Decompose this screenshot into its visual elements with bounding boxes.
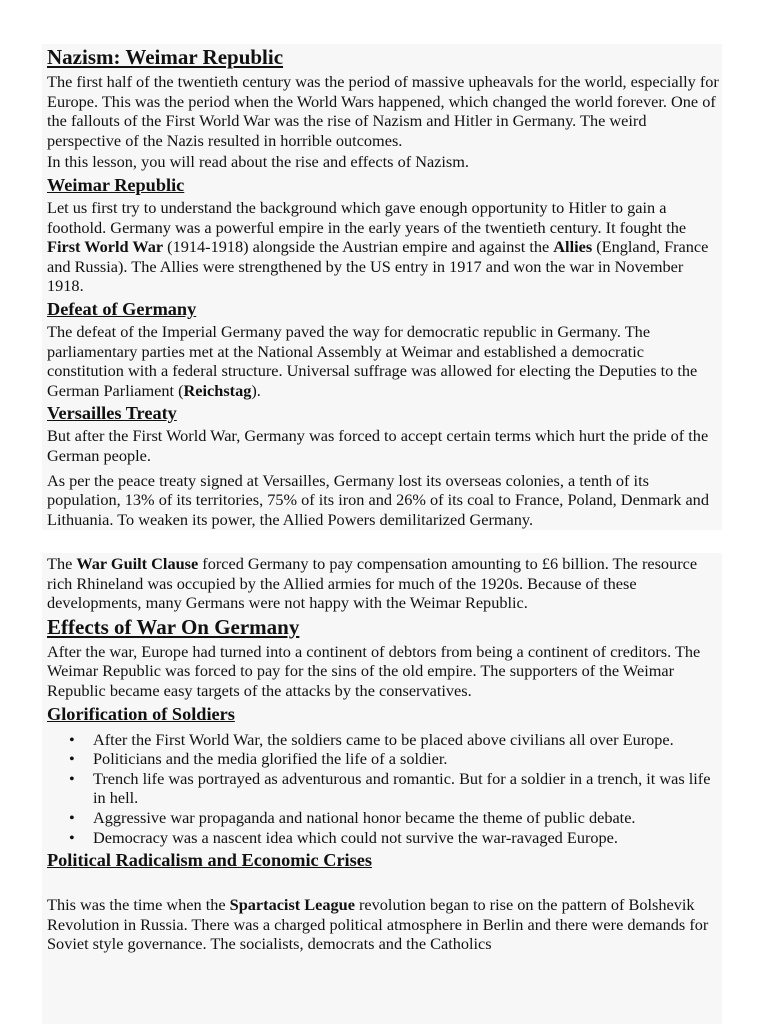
list-item: • Aggressive war propaganda and national honor became the theme of public debate.: [93, 808, 722, 828]
heading-glorification-of-soldiers: Glorification of Soldiers: [47, 703, 235, 724]
radicalism-paragraph: This was the time when the Spartacist League revolution began to rise on the pattern of Bolshevik Revolution in Russia. There was a charged political atmosphere in Berlin and there were demands for Soviet style governance. The socialists, democrats and the Catholics: [47, 895, 709, 954]
bold-spartacist-league: Spartacist League: [229, 895, 355, 915]
document-page-upper: [42, 44, 722, 530]
heading-weimar-republic: Weimar Republic: [47, 174, 185, 195]
heading-political-radicalism: Political Radicalism and Economic Crises: [47, 850, 372, 871]
list-item: • Politicians and the media glorified the life of a soldier.: [93, 749, 722, 769]
bold-war-guilt-clause: War Guilt Clause: [76, 554, 199, 573]
list-item: • After the First World War, the soldiers came to be placed above civilians all over Europe.: [93, 730, 722, 750]
defeat-paragraph: The defeat of the Imperial Germany paved the way for democratic republic in Germany. The parliamentary parties met at the National Assembly at Weimar and established a democratic constitution with a federal structure. Universal suffrage was allowed for electing the Deputies to the German Parliament (Reichstag).: [47, 321, 698, 400]
weimar-paragraph: Let us first try to understand the background which gave enough opportunity to Hitler to gain a foothold. Germany was a powerful empire in the early years of the twentieth century. It fought the First World War (1914-1918) alongside the Austrian empire and against the Allies (England, France and Russia). The Allies were strengthened by the US entry in 1917 and won the war in November 1918.: [47, 197, 709, 296]
list-item: • Democracy was a nascent idea which could not survive the war-ravaged Europe.: [93, 828, 722, 848]
versailles-paragraph-1: But after the First World War, Germany was forced to accept certain terms which hurt the pride of the German people.: [47, 426, 709, 465]
intro-paragraph: The first half of the twentieth century was the period of massive upheavals for the world, especially for Europe. This was the period when the World Wars happened, which changed the world forever. One of the fallouts of the First World War was the rise of Nazism and Hitler in Germany. The weird perspective of the Nazis resulted in horrible outcomes.: [47, 72, 719, 150]
heading-defeat-of-germany: Defeat of Germany: [47, 298, 197, 319]
document-page-lower: [42, 553, 722, 1024]
heading-effects-of-war: Effects of War On Germany: [47, 614, 300, 639]
effects-paragraph: After the war, Europe had turned into a continent of debtors from being a continent of creditors. The Weimar Republic was forced to pay for the sins of the old empire. The supporters of the Weimar Republic became easy targets of the attacks by the conservatives.: [47, 641, 701, 700]
page-title: Nazism: Weimar Republic: [47, 45, 284, 69]
bold-allies: Allies: [553, 237, 593, 257]
bold-reichstag: Reichstag: [183, 380, 252, 400]
glorification-list: [47, 730, 722, 848]
war-guilt-paragraph: The War Guilt Clause forced Germany to pay compensation amounting to £6 billion. The resource rich Rhineland was occupied by the Allied armies for much of the 1920s. Because of these developments, many Germans were not happy with the Weimar Republic.: [47, 554, 698, 613]
heading-versailles-treaty: Versailles Treaty: [47, 403, 177, 424]
versailles-paragraph-2: As per the peace treaty signed at Versailles, Germany lost its overseas colonies, a tenth of its population, 13% of its territories, 75% of its iron and 26% of its coal to France, Poland, Denmark and Lithuania. To weaken its power, the Allied Powers demilitarized Germany.: [47, 470, 709, 529]
intro-paragraph-2: In this lesson, you will read about the rise and effects of Nazism.: [47, 152, 470, 172]
bold-first-world-war: First World War: [47, 237, 164, 257]
list-item: • Trench life was portrayed as adventurous and romantic. But for a soldier in a trench, it was life in hell.: [93, 769, 722, 808]
